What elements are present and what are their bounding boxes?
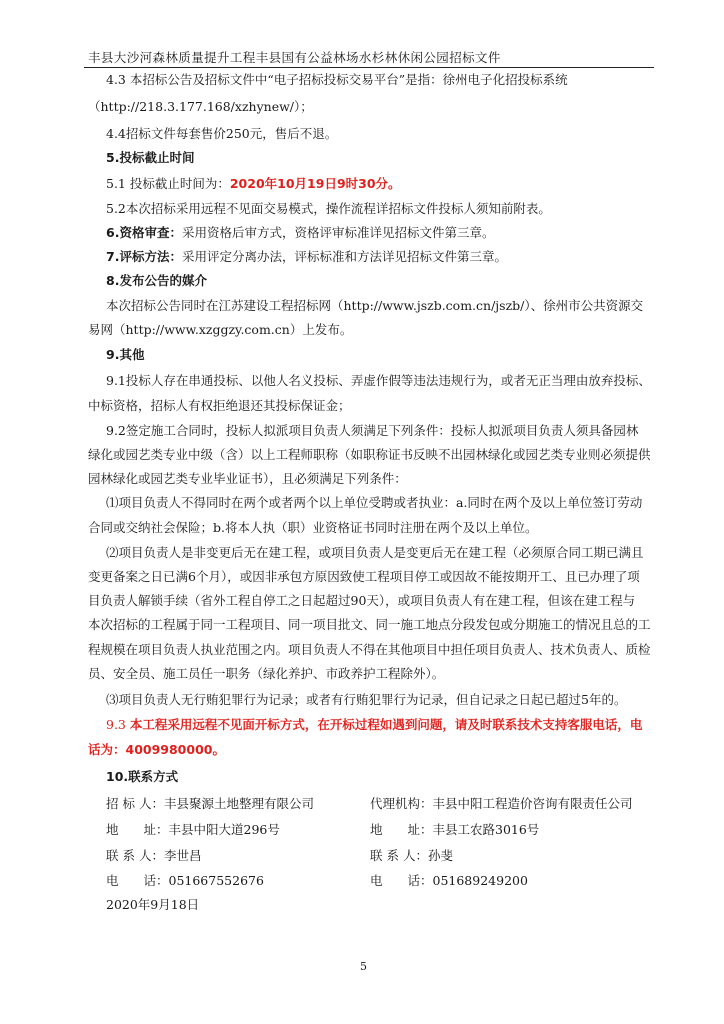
condition-2-line6: 员、安全员、施工员任一职务（绿化养护、市政养护工程除外）。 (88, 666, 445, 681)
condition-3: ⑶项目负责人无行贿犯罪行为记录；或者有行贿犯罪行为记录，但自记录之日起已超过5年的。 (106, 692, 627, 707)
tenderer-name: 招 标 人：丰县聚源土地整理有限公司 (106, 796, 314, 811)
section-9-title: 9.其他 (106, 347, 145, 362)
document-header: 丰县大沙河森林质量提升工程丰县国有公益林场水杉林休闲公园招标文件 (88, 50, 501, 65)
condition-1-line1: ⑴项目负责人不得同时在两个或者两个以上单位受聘或者执业：a.同时在两个及以上单位签订劳动 (106, 495, 643, 510)
section-8-title: 8.发布公告的媒介 (106, 273, 207, 288)
agent-contact: 联 系 人：孙斐 (370, 848, 453, 863)
deadline-time: 2020年10月19日9时30分。 (229, 176, 401, 191)
section-10-title: 10.联系方式 (106, 769, 179, 784)
section-9-1-line2: 中标资格，招标人有权拒绝退还其投标保证金； (88, 398, 351, 413)
section-6-text: 采用资格后审方式，资格评审标准详见招标文件第三章。 (181, 225, 495, 240)
agent-phone: 电 话：051689249200 (370, 873, 528, 888)
section-9-1-line1: 9.1投标人存在串通投标、以他人名义投标、弄虚作假等违法违规行为，或者无正当理由放弃投标、 (106, 373, 651, 388)
section-5-1 (106, 176, 401, 192)
section-6-title: 6.资格审查： (106, 225, 182, 240)
section-8-line2: 易网（http://www.xzggzy.com.cn）上发布。 (88, 322, 353, 337)
section-8-line1: 本次招标公告同时在江苏建设工程招标网（http://www.jszb.com.cn/jszb/）、徐州市公共资源交 (106, 298, 644, 313)
section-5-2: 5.2本次招标采用远程不见面交易模式，操作流程详招标文件投标人须知前附表。 (106, 201, 551, 216)
section-9-3-text: 本工程采用远程不见面开标方式，在开标过程如遇到问题，请及时联系技术支持客服电话，电 (129, 717, 643, 732)
section-4-3-line1: 4.3 本招标公告及招标文件中“电子招标投标交易平台”是指：徐州电子化招投标系统 (106, 72, 568, 87)
condition-2-line5: 程规模在项目负责人执业范围之内。项目负责人不得在其他项目中担任项目负责人、技术负责人、质检 (88, 642, 651, 657)
condition-2-line1: ⑵项目负责人是非变更后无在建工程，或项目负责人是变更后无在建工程（必须原合同工期已满且 (106, 545, 644, 560)
condition-2-line3: 目负责人解锁手续（省外工程自停工之日起超过90天），或项目负责人有在建工程，但该在建工程与 (88, 593, 636, 608)
agent-address: 地 址：丰县工农路3016号 (370, 822, 540, 837)
deadline-label: 5.1 投标截止时间为： (106, 176, 230, 191)
section-9-3-line1 (106, 717, 642, 733)
page-number: 5 (360, 960, 367, 973)
section-4-4: 4.4招标文件每套售价250元，售后不退。 (106, 126, 338, 141)
section-9-2-line2: 绿化或园艺类专业中级（含）以上工程师职称（如职称证书反映不出园林绿化或园艺类专业则必须提供 (88, 447, 651, 462)
tenderer-address: 地 址：丰县中阳大道296号 (106, 822, 280, 837)
tenderer-contact: 联 系 人：李世昌 (106, 848, 202, 863)
section-4-3-line2: （http://218.3.177.168/xzhynew/）； (88, 99, 313, 114)
section-7-text: 采用评定分离办法，评标标准和方法详见招标文件第三章。 (181, 249, 507, 264)
support-phone: 话为：4009980000。 (88, 742, 225, 757)
condition-2-line2: 变更备案之日已满6个月），或因非承包方原因致使工程项目停工或因故不能按期开工、且已办理了项 (88, 569, 640, 584)
section-9-3-number: 9.3 (106, 717, 126, 732)
condition-1-line2: 合同或交纳社会保险；b.将本人执（职）业资格证书同时注册在两个及以上单位。 (88, 520, 538, 535)
tenderer-phone: 电 话：051667552676 (106, 873, 264, 888)
section-7 (106, 249, 507, 265)
section-7-title: 7.评标方法： (106, 249, 182, 264)
header-divider (84, 67, 654, 68)
agent-name: 代理机构：丰县中阳工程造价咨询有限责任公司 (370, 796, 633, 811)
issue-date: 2020年9月18日 (106, 897, 200, 912)
section-5-title: 5.投标截止时间 (106, 150, 195, 165)
section-9-2-line1: 9.2签定施工合同时，投标人拟派项目负责人须满足下列条件：投标人拟派项目负责人须具备园林 (106, 423, 639, 438)
section-9-2-line3: 园林绿化或园艺类专业毕业证书），且必须满足下列条件： (88, 471, 407, 486)
condition-2-line4: 本次招标的工程属于同一工程项目、同一项目批文、同一施工地点分段发包或分期施工的情况且总的工 (88, 617, 651, 632)
section-6 (106, 225, 494, 241)
